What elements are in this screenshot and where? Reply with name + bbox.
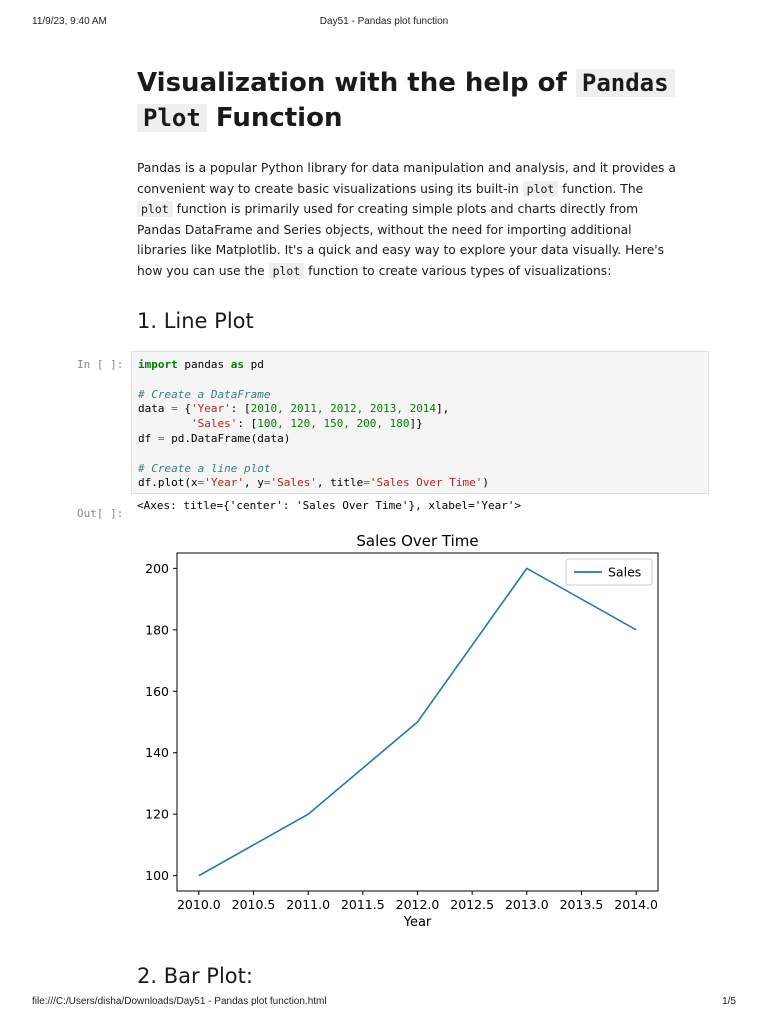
print-doc-title: Day51 - Pandas plot function xyxy=(319,16,449,27)
x-tick-label: 2014.0 xyxy=(614,897,659,912)
out-prompt: Out[ ]: xyxy=(77,507,124,520)
code-token: = xyxy=(263,476,271,490)
series-line-sales xyxy=(199,568,636,875)
section-heading-line-plot: 1. Line Plot xyxy=(137,309,254,333)
x-tick-label: 2011.5 xyxy=(340,897,385,912)
x-tick-label: 2012.5 xyxy=(450,897,495,912)
intro-text-4: function to create various types of visualizations: xyxy=(304,263,612,278)
code-token: as xyxy=(230,358,244,371)
inline-code-plot: plot xyxy=(137,201,173,217)
print-file-path: file:///C:/Users/disha/Downloads/Day51 - Pandas plot function.html xyxy=(32,996,327,1007)
code-token: = xyxy=(157,431,165,445)
print-footer xyxy=(0,996,768,1010)
x-tick-label: 2012.0 xyxy=(395,897,440,912)
intro-paragraph xyxy=(137,158,682,281)
code-editor[interactable] xyxy=(132,352,708,497)
code-token: 'Sales Over Time' xyxy=(369,476,483,490)
code-token: : [ xyxy=(230,402,251,416)
intro-text-2: function. The xyxy=(558,181,644,196)
code-cell[interactable] xyxy=(131,351,709,494)
line-chart xyxy=(131,525,691,945)
intro-text-3: function is primarily used for creating simple plots and charts directly from Pandas DataFrame and Series objects, without the need for importing additional libraries like Matplotlib. It's a quick and easy way to explore your data visually. Here's how you can use the xyxy=(137,202,665,278)
section-heading-bar-plot: 2. Bar Plot: xyxy=(137,964,253,988)
code-token: ) xyxy=(482,476,490,490)
title-text: Visualization with the help of xyxy=(137,68,576,98)
code-token: = xyxy=(171,402,178,416)
code-token: : [ xyxy=(237,417,258,431)
chart-title: Sales Over Time xyxy=(356,532,479,550)
code-token: = xyxy=(197,476,205,490)
y-tick-label: 180 xyxy=(145,622,169,638)
code-token: 'Sales' xyxy=(270,476,317,490)
x-tick-label: 2010.5 xyxy=(231,897,276,912)
cell-output-text: <Axes: title={'center': 'Sales Over Time'}, xlabel='Year'> xyxy=(137,499,522,512)
y-tick-label: 140 xyxy=(145,745,169,761)
code-token: , y xyxy=(243,476,264,490)
code-token: ]} xyxy=(409,417,423,431)
code-token: ], xyxy=(436,402,450,416)
y-tick-label: 200 xyxy=(145,560,169,576)
code-comment: # Create a DataFrame xyxy=(138,387,271,401)
y-tick-label: 100 xyxy=(145,868,169,884)
print-datetime: 11/9/23, 9:40 AM xyxy=(32,16,107,27)
code-token: 'Sales' xyxy=(190,417,238,431)
code-token xyxy=(138,417,191,430)
code-token: , title xyxy=(316,476,364,490)
code-token: df.plot(x xyxy=(138,476,198,490)
print-page-number: 1/5 xyxy=(722,996,736,1007)
code-comment: # Create a line plot xyxy=(138,461,271,475)
title-text-end: Function xyxy=(206,103,343,133)
intro-text-1: Pandas is a popular Python library for data manipulation and analysis, and it provides a convenient way to create basic visualizations using its built-in xyxy=(137,161,676,196)
code-token: pandas xyxy=(177,358,231,371)
code-token: data xyxy=(138,402,172,416)
x-axis-label: Year xyxy=(403,915,432,930)
in-prompt: In [ ]: xyxy=(77,358,124,371)
inline-code-plot: plot xyxy=(269,263,305,279)
code-token: pd xyxy=(243,358,264,371)
code-token: df xyxy=(138,431,158,445)
code-token: = xyxy=(363,476,370,490)
y-tick-label: 120 xyxy=(145,806,169,822)
code-token: 100, 120, 150, 200, 180 xyxy=(257,417,410,431)
print-header xyxy=(0,16,768,30)
code-token: 'Year' xyxy=(204,476,244,490)
x-tick-label: 2013.5 xyxy=(559,897,604,912)
y-tick-label: 160 xyxy=(145,683,169,699)
x-tick-label: 2010.0 xyxy=(176,897,221,912)
inline-code-plot: plot xyxy=(523,181,559,197)
title-code-plot: Plot xyxy=(137,104,207,132)
code-token: { xyxy=(177,402,191,416)
title-code-pandas: Pandas xyxy=(576,69,675,97)
code-token: import xyxy=(138,358,178,371)
x-tick-label: 2013.0 xyxy=(504,897,549,912)
code-token: pd.DataFrame(data) xyxy=(164,431,291,445)
code-token: 'Year' xyxy=(191,402,231,416)
x-tick-label: 2011.0 xyxy=(286,897,331,912)
legend-label-sales: Sales xyxy=(608,564,642,580)
code-token: 2010, 2011, 2012, 2013, 2014 xyxy=(250,402,437,416)
page-title xyxy=(137,66,677,136)
